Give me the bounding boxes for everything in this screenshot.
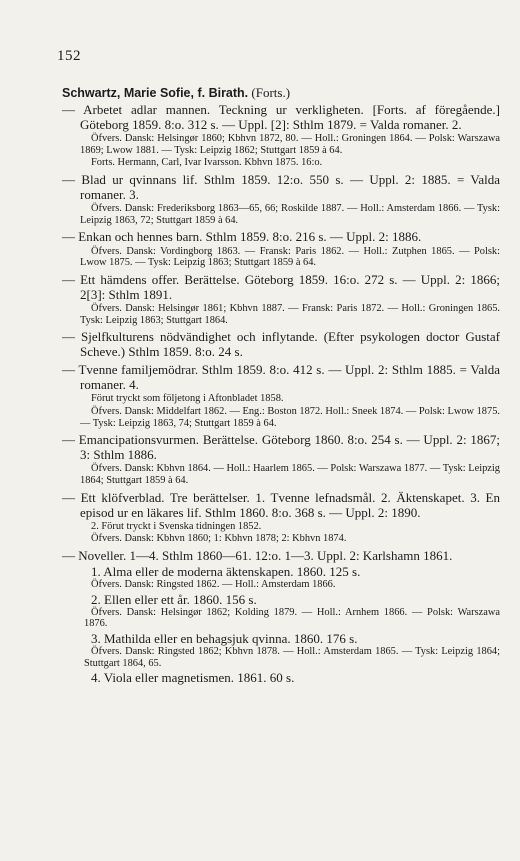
entry-title: — Tvenne familjemödrar. Sthlm 1859. 8:o. 412 s. — Uppl. 2: Sthlm 1885. = Valda romaner. 4. (62, 362, 500, 393)
author-heading (62, 85, 500, 101)
entry-title: — Noveller. 1—4. Sthlm 1860—61. 12:o. 1—3. Uppl. 2: Karlshamn 1861. (62, 548, 453, 563)
page-number: 152 (57, 48, 81, 64)
bibliography-entry (62, 432, 500, 486)
sub-entry-note: Öfvers. Dansk: Ringsted 1862; Kbhvn 1878. — Holl.: Amsterdam 1865. — Tysk: Leipzig 1864; Stuttgart 1864, 65. (84, 646, 500, 669)
continued-marker: (Forts.) (248, 85, 291, 100)
entry-note: Öfvers. Dansk: Middelfart 1862. — Eng.: Boston 1872. Holl.: Sneek 1874. — Polsk: Lwow 1875. — Tysk: Leipzig 1863, 74; Stuttgart 1859 à 64. (80, 406, 500, 429)
entry-title: — Emancipationsvurmen. Berättelse. Göteborg 1860. 8:o. 254 s. — Uppl. 2: 1867; 3: Sthlm 1886. (62, 432, 500, 463)
author-name: Schwartz, Marie Sofie, (62, 86, 194, 100)
bibliography-entry (62, 229, 500, 268)
bibliography-entry (62, 548, 500, 685)
sub-entry-title: 2. Ellen eller ett år. 1860. 156 s. (91, 591, 257, 607)
entry-note: Forts. Hermann, Carl, Ivar Ivarsson. Kbhvn 1875. 16:o. (91, 157, 323, 169)
sub-entry-note: Öfvers. Dansk: Ringsted 1862. — Holl.: Amsterdam 1866. (91, 579, 336, 591)
sub-entry-title: 4. Viola eller magnetismen. 1861. 60 s. (91, 670, 295, 686)
bibliography-entry (62, 172, 500, 226)
entry-note: Öfvers. Dansk: Kbhvn 1864. — Holl.: Haarlem 1865. — Polsk: Warszawa 1877. — Tysk: Leipzig 1864; Stuttgart 1859 à 64. (80, 463, 500, 487)
sub-entry-title: 3. Mathilda eller en behagsjuk qvinna. 1860. 176 s. (91, 631, 358, 647)
entry-note: Öfvers. Dansk: Frederiksborg 1863—65, 66; Roskilde 1887. — Holl.: Amsterdam 1866. — Tysk: Leipzig 1863, 72; Stuttgart 1859 à 64. (80, 203, 500, 226)
sub-entry-note: Öfvers. Dansk: Helsingør 1862; Kolding 1879. — Holl.: Arnhem 1866. — Polsk: Warszawa 1876. (84, 606, 500, 630)
entry-title: — Blad ur qvinnans lif. Sthlm 1859. 12:o. 550 s. — Uppl. 2: 1885. = Valda romaner. 3. (62, 172, 500, 203)
bibliography-entry (62, 329, 500, 359)
bibliography-entry (62, 362, 500, 429)
entry-list (62, 102, 500, 685)
entry-note: 2. Förut tryckt i Svenska tidningen 1852. (91, 520, 262, 532)
entry-title: — Enkan och hennes barn. Sthlm 1859. 8:o. 216 s. — Uppl. 2: 1886. (62, 229, 422, 245)
entry-title: — Arbetet adlar mannen. Teckning ur verkligheten. [Forts. af föregående.] Göteborg 1859. 8:o. 312 s. — Uppl. [2]: Sthlm 1879. = Valda romaner. 2. (62, 102, 500, 133)
entry-note: Öfvers. Dansk: Helsingør 1860; Kbhvn 1872, 80. — Holl.: Groningen 1864. — Polsk: Warszawa 1869; Lwow 1881. — Tysk: Leipzig 1862; Stuttgart 1859 à 64. (80, 133, 500, 156)
author-maiden-name: f. Birath. (193, 86, 249, 100)
bibliography-entry (62, 102, 500, 169)
bibliography-entry (62, 272, 500, 326)
entry-title: — Ett klöfverblad. Tre berättelser. 1. Tvenne lefnadsmål. 2. Äktenskapet. 3. En episod ur en läkares lif. Sthlm 1860. 8:o. 368 s. — Uppl. 2: 1890. (62, 489, 500, 520)
entry-note: Öfvers. Dansk: Vordingborg 1863. — Fransk: Paris 1862. — Holl.: Zutphen 1865. — Polsk: Lwow 1875. — Tysk: Leipzig 1863; Stuttgart 1859 à 64. (80, 245, 500, 269)
entry-title: — Sjelfkulturens nödvändighet och inflytande. (Efter psykologen doctor Gustaf Scheve.) Sthlm 1859. 8:o. 24 s. (62, 329, 500, 360)
bibliography-entry (62, 490, 500, 545)
entry-note: Förut tryckt som följetong i Aftonbladet 1858. (91, 393, 284, 405)
bibliography-content (62, 85, 500, 688)
entry-note: Öfvers. Dansk: Kbhvn 1860; 1: Kbhvn 1878; 2: Kbhvn 1874. (91, 533, 347, 545)
sub-entry-title: 1. Alma eller de moderna äktenskapen. 1860. 125 s. (91, 564, 361, 580)
entry-note: Öfvers. Dansk: Helsingør 1861; Kbhvn 1887. — Fransk: Paris 1872. — Holl.: Groningen 1865. Tysk: Leipzig 1863; Stuttgart 1864. (80, 302, 500, 326)
entry-title: — Ett hämdens offer. Berättelse. Göteborg 1859. 16:o. 272 s. — Uppl. 2: 1866; 2[3]: Sthlm 1891. (62, 271, 500, 302)
